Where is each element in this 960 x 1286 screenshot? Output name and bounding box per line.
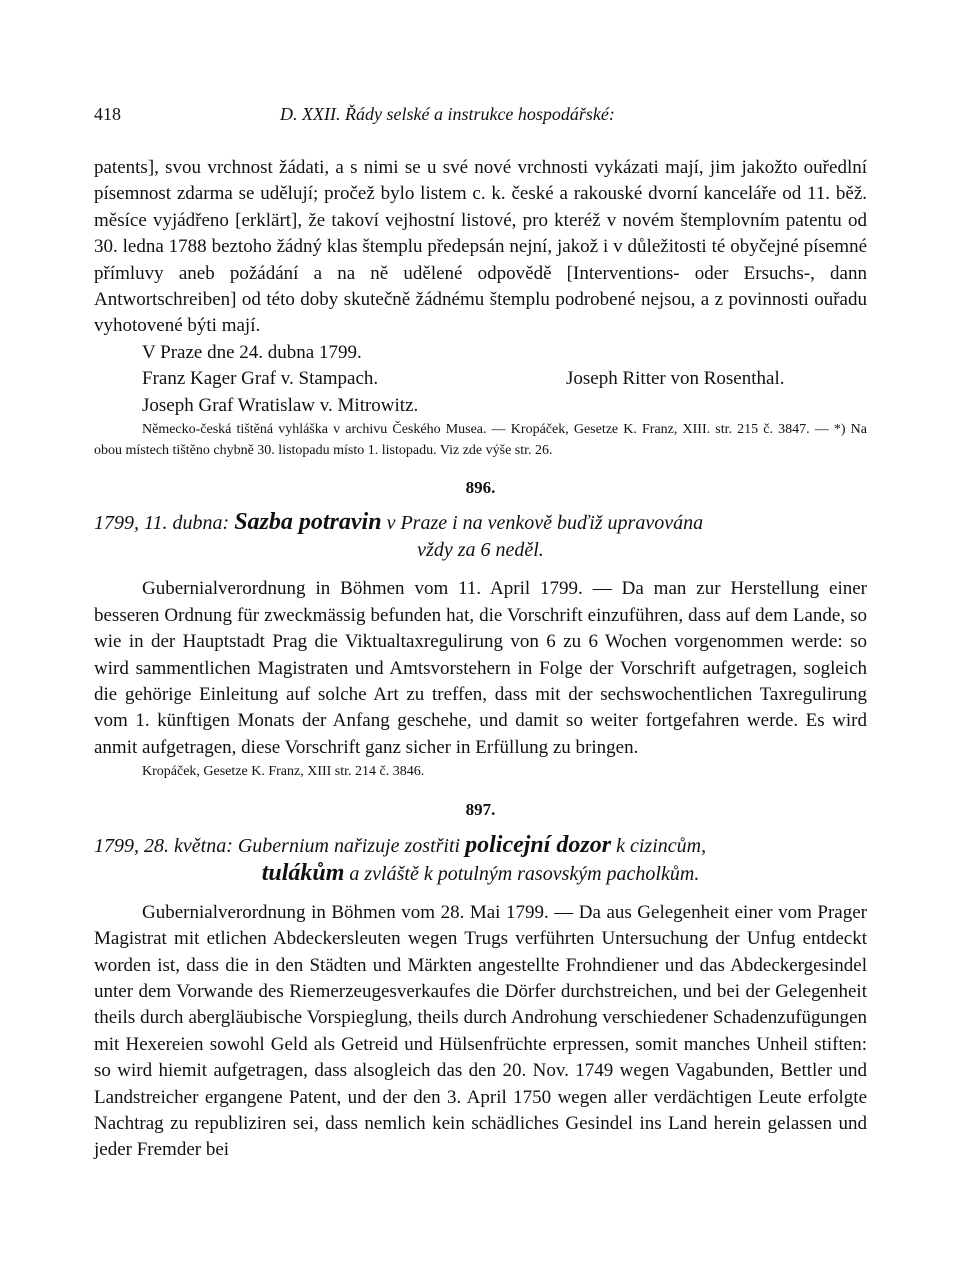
entry-title-text: v Praze i na venkově buďiž upravována [386, 512, 704, 535]
source-note: Německo-česká tištěná vyhláška v archivu Českého Musea. — Kropáček, Gesetze K. Franz, XIII. str. 215 č. 3847. — *) Na obou místech tištěno chybně 30. listopadu místo 1. listopadu. Viz zde výše str. 26. [94, 422, 867, 459]
decree-date-line: V Praze dne 24. dubna 1799. [142, 341, 362, 363]
entry-keyword: policejní dozor [465, 831, 612, 858]
entry-896-source: Kropáček, Gesetze K. Franz, XIII str. 214 č. 3846. [142, 764, 425, 780]
continuation-paragraph: patents], svou vrchnost žádati, a s nimi se u své nové vrchnosti vykázati mají, jim jakožto ouředlní písemnost zdarma se udělují; pročež bylo listem c. k. české a rakouské dvorní kanceláře od 11. běž. měsíce vyjádřeno [erklärt], že takoví vejhostní listové, pro kteréž v novém štemplovním patentu od 30. ledna 1788 beztoho žádný klas štemplu předepsán nejní, jakož i v důležitosti té obyčejné písemné přímluvy aneb požádání a na ně udělené odpovědě [Interventions- oder Ersuchs-, dann Antwortschreiben] od této doby skutečně žádnému štemplu podrobené nejsou, a z povinnosti ouřadu vyhotovené býti mají. [94, 157, 867, 337]
entry-title-text: k cizincům, [616, 834, 707, 857]
entry-heading-897-line2 [94, 860, 867, 888]
entry-title-text: a zvláště k potulným rasovským pacholkům. [349, 862, 700, 885]
entry-897-text: Gubernialverordnung in Böhmen vom 28. Mai 1799. — Da aus Gelegenheit einer vom Prager Magistrat mit etlichen Abdeckersleuten wegen Trugs verführten Untersuchung der Unfug entdeckt worden ist, dass die in den Städten und Märkten angestellte Frohndiener und das Abdeckergesindel unter dem Vorwande des Riemerzeugesverkaufes die Dörfer durchstreichen, und bei der Gelegenheit theils durch abergläubische Vorspieglung, theils durch Androhung verschiedener Schadenzufügungen mit Hexereien sowohl Geld als Getreid und Hülsenfrüchte erpressen, somit manches Unheil stiften: so wird hiemit aufgetragen, dass alsogleich das den 20. Nov. 1749 wegen Vagabunden, Bettler und Landstreicher ergangene Patent, und der den 3. April 1750 wegen aller verdächtigen Leute erfolgte Nachtrag zu republiziren sei, dass nemlich kein schädliches Gesindel ins Land herein gelassen und jeder Fremder bei [94, 901, 867, 1161]
signatory-rosenthal: Joseph Ritter von Rosenthal. [566, 368, 785, 390]
entry-heading-897 [94, 832, 867, 860]
entry-date: 1799, 28. května: [94, 834, 233, 857]
page-number: 418 [94, 104, 121, 124]
entry-heading-896 [94, 509, 867, 537]
entry-heading-896-line2: vždy za 6 neděl. [417, 539, 544, 562]
page-body [94, 155, 867, 1164]
signature-row [94, 366, 867, 392]
entry-keyword: Sazba potravin [234, 509, 382, 536]
entry-number-896: 896. [465, 478, 496, 498]
running-head [94, 104, 867, 130]
signature-row [94, 393, 867, 419]
entry-number-897: 897. [465, 800, 496, 820]
signatory-kager: Franz Kager Graf v. Stampach. [142, 368, 379, 390]
signatory-wratislaw: Joseph Graf Wratislaw v. Mitrowitz. [142, 394, 419, 416]
entry-date: 1799, 11. dubna: [94, 512, 230, 535]
entry-title-text: Gubernium nařizuje zostřiti [237, 834, 461, 857]
entry-896-text: Gubernialverordnung in Böhmen vom 11. April 1799. — Da man zur Herstellung einer besseren Ordnung für zweckmässig befunden hat, die Vorschrift einzuführen, dass auf dem Lande, so wie in der Hauptstadt Prag die Viktualtaxregulirung von 6 zu 6 Wochen vorgenommen werde: so wird sammentlichen Magistraten und Amtsvorstehern in Folge der Vorschrift aufgetragen, sogleich die gehörige Einleitung auf solche Art zu treffen, dass mit der sechswochentlichen Taxregulirung vom 1. künftigen Monats der Anfang geschehe, und damit so weiter fortgefahren werde. Es wird anmit aufgetragen, diese Vorschrift ganz sicher in Erfüllung zu bringen. [94, 578, 867, 758]
running-title: D. XXII. Řády selské a instrukce hospodářské: [280, 104, 615, 124]
entry-keyword: tulákům [261, 859, 345, 886]
